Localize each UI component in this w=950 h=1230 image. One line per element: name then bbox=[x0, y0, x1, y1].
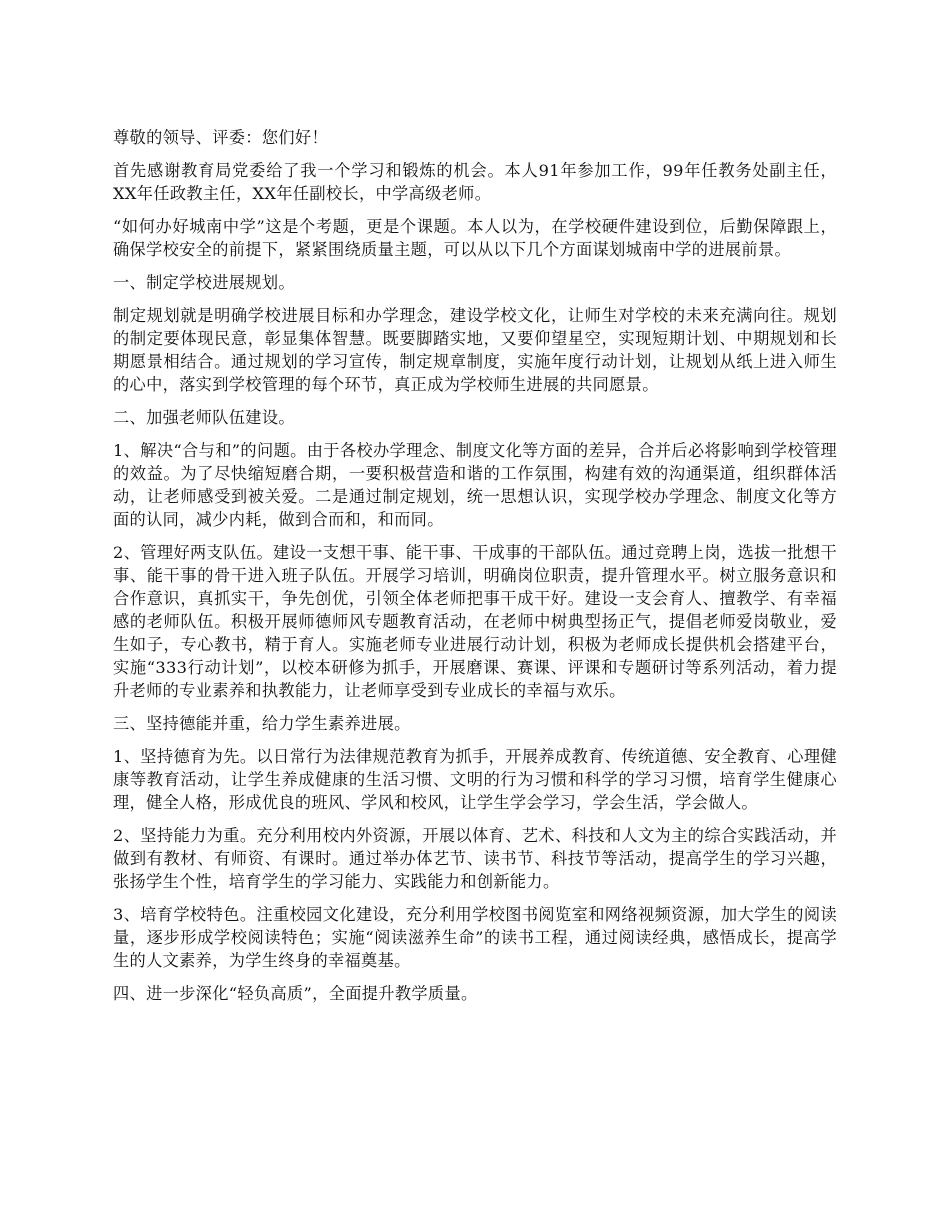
document-body bbox=[113, 126, 837, 1015]
section-2-item-2: 2、管理好两支队伍。建设一支想干事、能干事、干成事的干部队伍。通过竞聘上岗，选拔一批想干事、能干事的骨干进入班子队伍。开展学习培训，明确岗位职责，提升管理水平。树立服务意识和合作意识，真抓实干，争先创优，引领全体老师把事干成干好。建设一支会育人、擅教学、有幸福感的老师队伍。积极开展师德师风专题教育活动，在老师中树典型扬正气，提倡老师爱岗敬业，爱生如子，专心教书，精于育人。实施老师专业进展行动计划，积极为老师成长提供机会搭建平台，实施“333行动计划”，以校本研修为抓手，开展磨课、赛课、评课和专题研讨等系列活动，着力提升老师的专业素养和执教能力，让老师享受到专业成长的幸福与欢乐。 bbox=[113, 543, 837, 700]
section-heading-1: 一、制定学校进展规划。 bbox=[113, 273, 295, 292]
section-1-body: 制定规划就是明确学校进展目标和办学理念，建设学校文化，让师生对学校的未来充满向往。规划的制定要体现民意，彰显集体智慧。既要脚踏实地，又要仰望星空，实现短期计划、中期规划和长期愿景相结合。通过规划的学习宣传，制定规章制度，实施年度行动计划，让规划从纸上进入师生的心中，落实到学校管理的每个环节，真正成为学校师生进展的共同愿景。 bbox=[113, 306, 837, 394]
topic-intro-paragraph: “如何办好城南中学”这是个考题，更是个课题。本人以为，在学校硬件建设到位，后勤保障跟上，确保学校安全的前提下，紧紧围绕质量主题，可以从以下几个方面谋划城南中学的进展前景。 bbox=[113, 217, 837, 259]
section-3-item-2: 2、坚持能力为重。充分利用校内外资源，开展以体育、艺术、科技和人文为主的综合实践活动，并做到有教材、有师资、有课时。通过举办体艺节、读书节、科技节等活动，提高学生的学习兴趣，张扬学生个性，培育学生的学习能力、实践能力和创新能力。 bbox=[113, 826, 837, 891]
section-heading-4: 四、进一步深化“轻负高质”，全面提升教学质量。 bbox=[113, 984, 478, 1003]
section-3-item-3: 3、培育学校特色。注重校园文化建设，充分利用学校图书阅览室和网络视频资源，加大学生的阅读量，逐步形成学校阅读特色；实施“阅读滋养生命”的读书工程，通过阅读经典，感悟成长，提高学生的人文素养，为学生终身的幸福奠基。 bbox=[113, 905, 837, 970]
greeting-paragraph: 尊敬的领导、评委：您们好！ bbox=[113, 128, 328, 147]
section-2-item-1: 1、解决“合与和”的问题。由于各校办学理念、制度文化等方面的差异，合并后必将影响到学校管理的效益。为了尽快缩短磨合期，一要积极营造和谐的工作氛围，构建有效的沟通渠道，组织群体活动，让老师感受到被关爱。二是通过制定规划，统一思想认识，实现学校办学理念、制度文化等方面的认同，减少内耗，做到合而和，和而同。 bbox=[113, 441, 837, 529]
section-heading-2: 二、加强老师队伍建设。 bbox=[113, 408, 295, 427]
self-introduction-paragraph: 首先感谢教育局党委给了我一个学习和锻炼的机会。本人91年参加工作，99年任教务处副主任，XX年任政教主任，XX年任副校长，中学高级老师。 bbox=[113, 161, 837, 203]
section-heading-3: 三、坚持德能并重，给力学生素养进展。 bbox=[113, 714, 411, 733]
section-3-item-1: 1、坚持德育为先。以日常行为法律规范教育为抓手，开展养成教育、传统道德、安全教育、心理健康等教育活动，让学生养成健康的生活习惯、文明的行为习惯和科学的学习习惯，培育学生健康心理，健全人格，形成优良的班风、学风和校风，让学生学会学习，学会生活，学会做人。 bbox=[113, 747, 837, 812]
